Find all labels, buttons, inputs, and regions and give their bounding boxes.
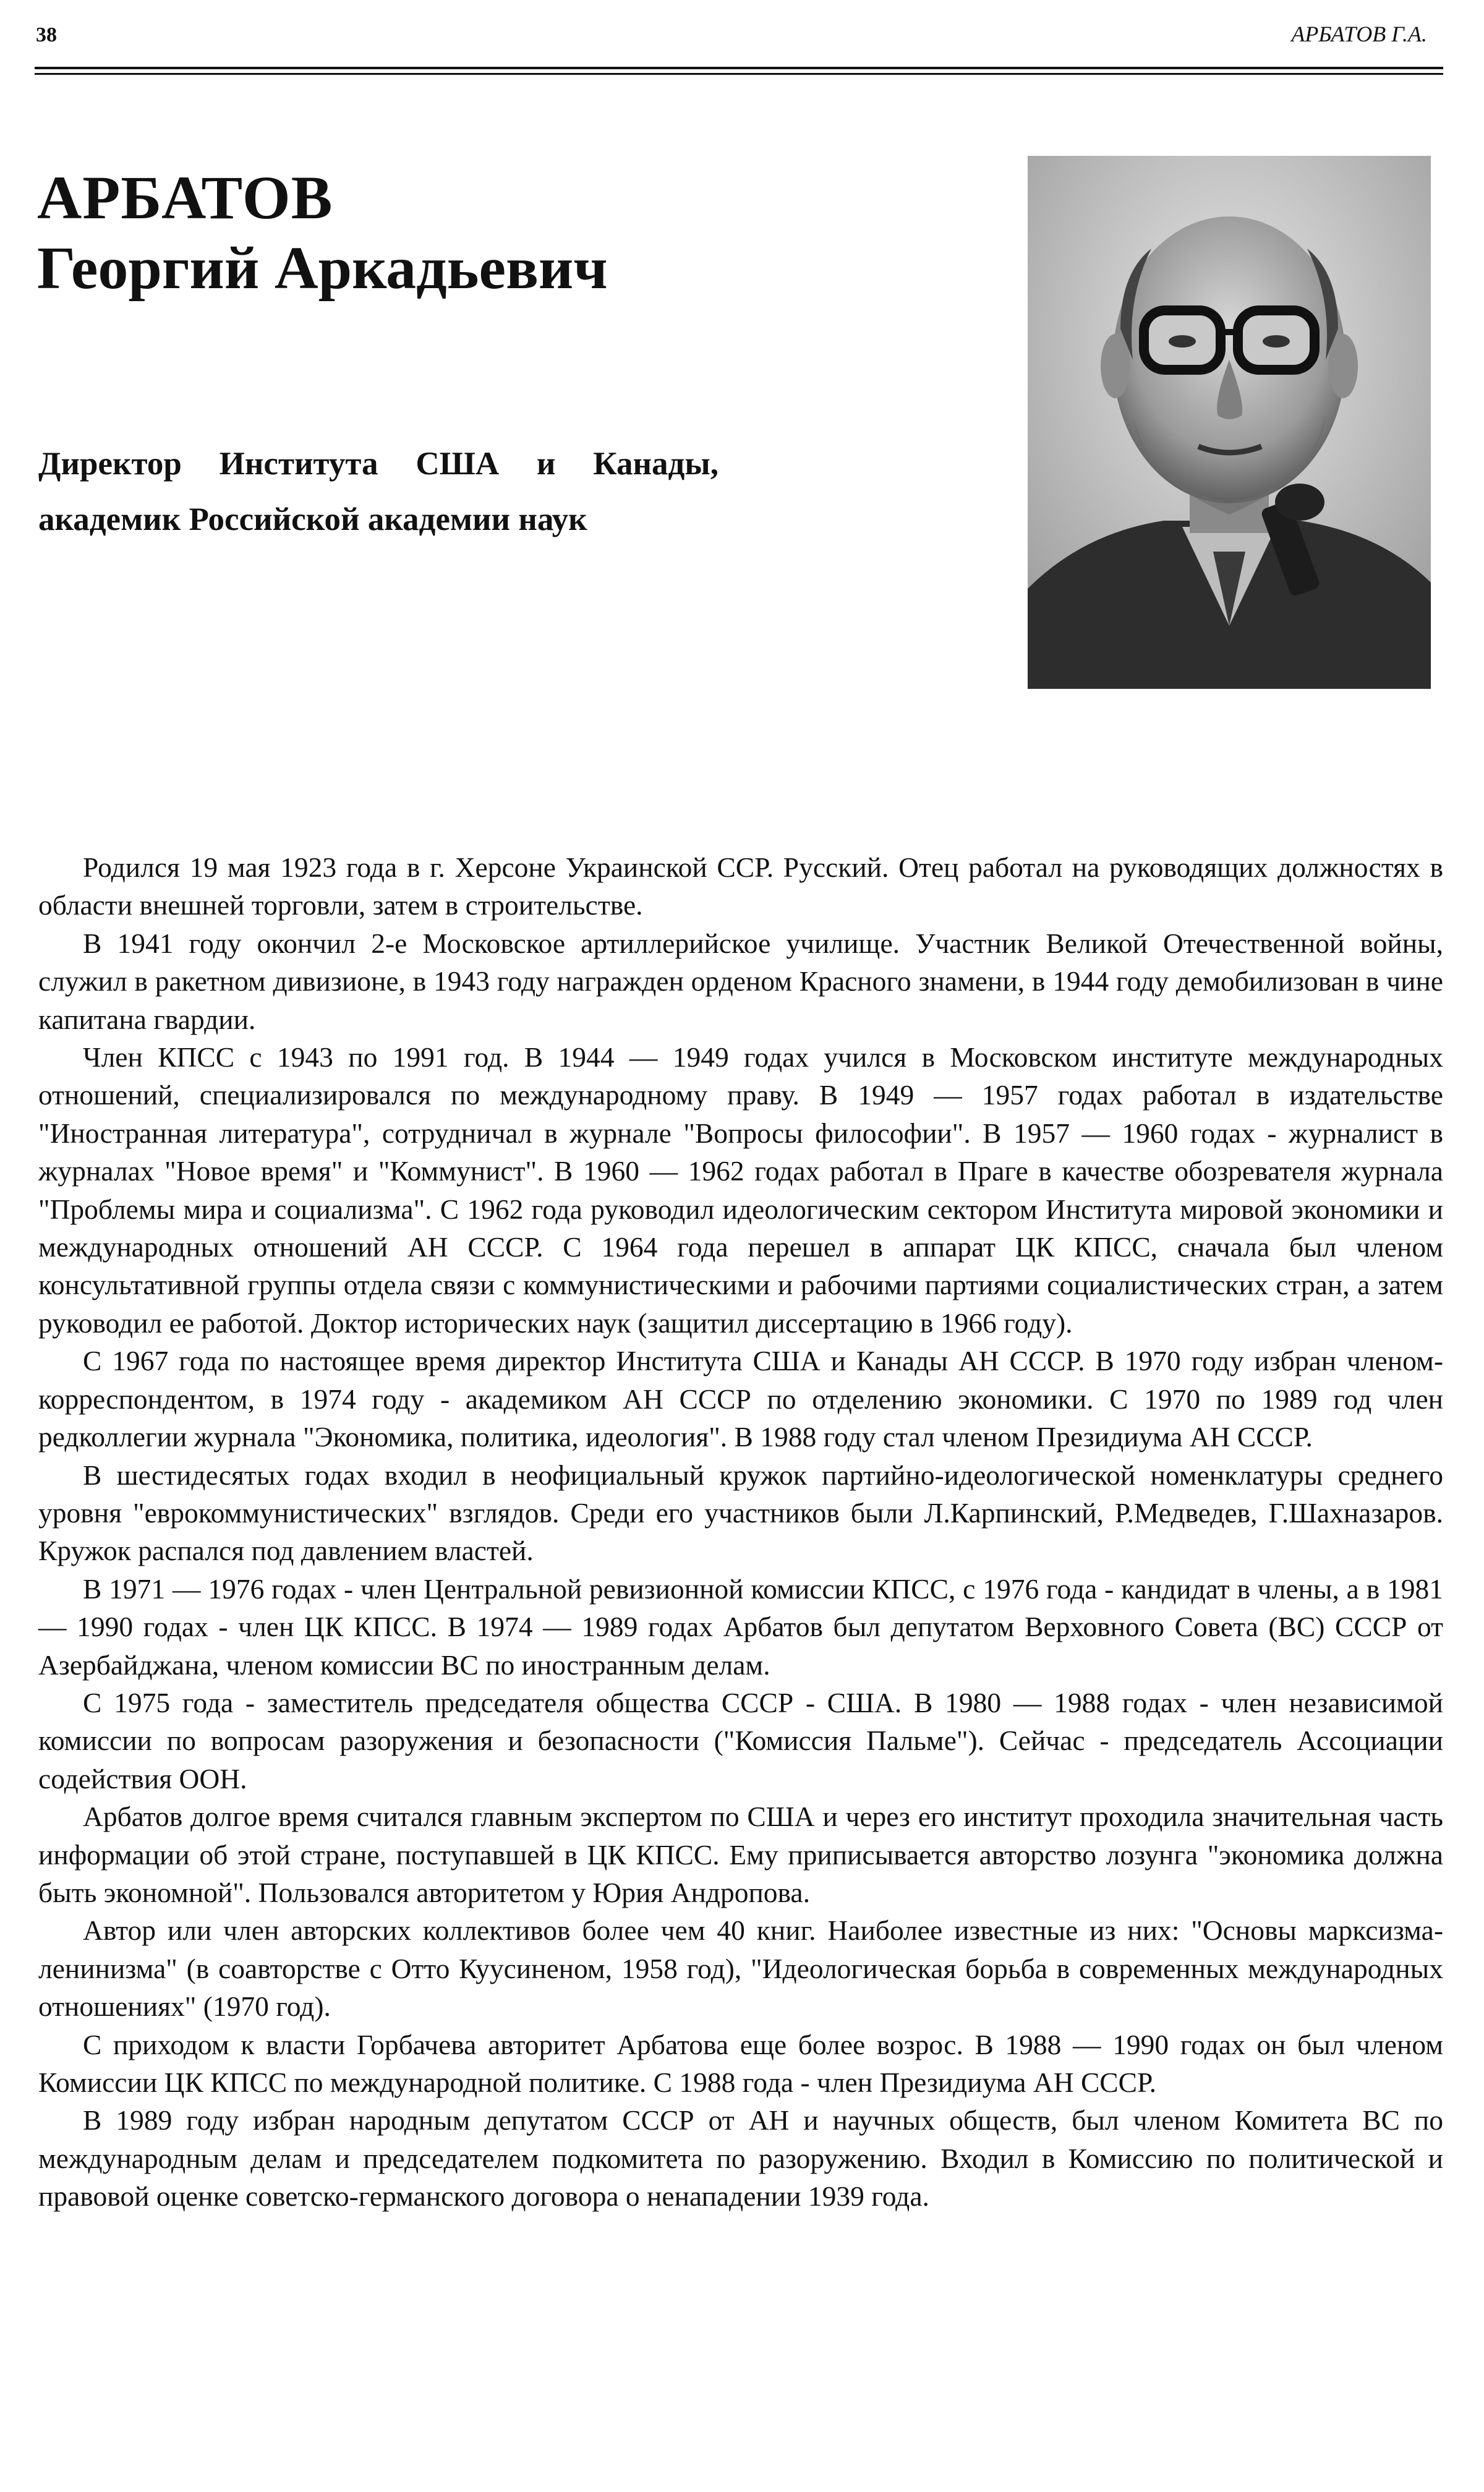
header-rule-secondary (35, 73, 1443, 75)
person-given-names: Георгий Аркадьевич (37, 235, 608, 302)
header-rule (35, 67, 1443, 69)
running-head: АРБАТОВ Г.А. (1291, 22, 1427, 46)
bio-paragraph-gorbachev: С приходом к власти Горбачева авторитет Арбатова еще более возрос. В 1988 — 1990 годах он был членом Комиссии ЦК КПСС по международной политике. С 1988 года - член Президиума АН СССР. (38, 2028, 1443, 2098)
bio-paragraph-deputy: В 1989 году избран народным депутатом СССР от АН и научных обществ, был членом Комитета ВС по международным делам и председателем подкомитета по разоружению. Входил в Комиссию по политической и правовой оценке советско-германского договора о ненападении 1939 года. (38, 2104, 1443, 2213)
person-position-line1: Директор Института США и Канады, (38, 446, 719, 482)
person-position-line2: академик Российской академии наук (38, 501, 587, 537)
bio-paragraph-institute: С 1967 года по настоящее время директор Института США и Канады АН СССР. В 1970 году избран членом-корреспондентом, в 1974 году - академиком АН СССР по отделению экономики. С 1970 по 1989 год член редколлегии журнала "Экономика, политика, идеология". В 1988 году стал членом Президиума АН СССР. (38, 1345, 1443, 1453)
portrait-photo (1028, 156, 1431, 689)
bio-paragraph-military: В 1941 году окончил 2-е Московское артиллерийское училище. Участник Великой Отечественной войны, служил в ракетном дивизионе, в 1943 году награжден орденом Красного знамени, в 1944 году демобилизован в чине капитана гвардии. (38, 927, 1443, 1035)
bio-paragraph-circle: В шестидесятых годах входил в неофициальный кружок партийно-идеологической номенклатуры среднего уровня "еврокоммунистических" взглядов. Среди его участников были Л.Карпинский, Р.Медведев, Г.Шахназаров. Кружок распался под давлением властей. (38, 1459, 1443, 1567)
bio-paragraph-birth: Родился 19 мая 1923 года в г. Херсоне Украинской ССР. Русский. Отец работал на руководящих должностях в области внешней торговли, затем в строительстве. (38, 851, 1443, 921)
portrait-illustration (1028, 156, 1431, 689)
bio-paragraph-party: В 1971 — 1976 годах - член Центральной ревизионной комиссии КПСС, с 1976 года - кандидат в члены, а в 1981 — 1990 годах - член ЦК КПСС. В 1974 — 1989 годах Арбатов был депутатом Верховного Совета (ВС) СССР от Азербайджана, членом комиссии ВС по иностранным делам. (38, 1572, 1443, 1681)
bio-paragraph-books: Автор или член авторских коллективов более чем 40 книг. Наиболее известные из них: "Основы марксизма-ленинизма" (в соавторстве с Отто Куусиненом, 1958 год), "Идеологическая борьба в современных международных отношениях" (1970 год). (38, 1914, 1443, 2023)
biography-text (38, 848, 1443, 2216)
bio-paragraph-career: Член КПСС с 1943 по 1991 год. В 1944 — 1949 годах учился в Московском институте международных отношений, специализировался по международному праву. В 1949 — 1957 годах работал в издательстве "Иностранная литература", сотрудничал в журнале "Вопросы философии". В 1957 — 1960 годах - журналист в журналах "Новое время" и "Коммунист". В 1960 — 1962 годах работал в Праге в качестве обозревателя журнала "Проблемы мира и социализма". С 1962 года руководил идеологическим сектором Института мировой экономики и международных отношений АН СССР. С 1964 года перешел в аппарат ЦК КПСС, сначала был членом консультативной группы отдела связи с коммунистическими и рабочими партиями социалистических стран, а затем руководил ее работой. Доктор исторических наук (защитил диссертацию в 1966 году). (38, 1041, 1443, 1339)
bio-paragraph-society: С 1975 года - заместитель председателя общества СССР - США. В 1980 — 1988 годах - член независимой комиссии по вопросам разоружения и безопасности ("Комиссия Пальме"). Сейчас - председатель Ассоциации содействия ООН. (38, 1686, 1443, 1794)
person-surname: АРБАТОВ (37, 163, 333, 232)
bio-paragraph-expert: Арбатов долгое время считался главным экспертом по США и через его институт проходила значительная часть информации об этой стране, поступавшей в ЦК КПСС. Ему приписывается авторство лозунга "экономика должна быть экономной". Пользовался авторитетом у Юрия Андропова. (38, 1801, 1443, 1908)
page-number: 38 (36, 23, 57, 46)
